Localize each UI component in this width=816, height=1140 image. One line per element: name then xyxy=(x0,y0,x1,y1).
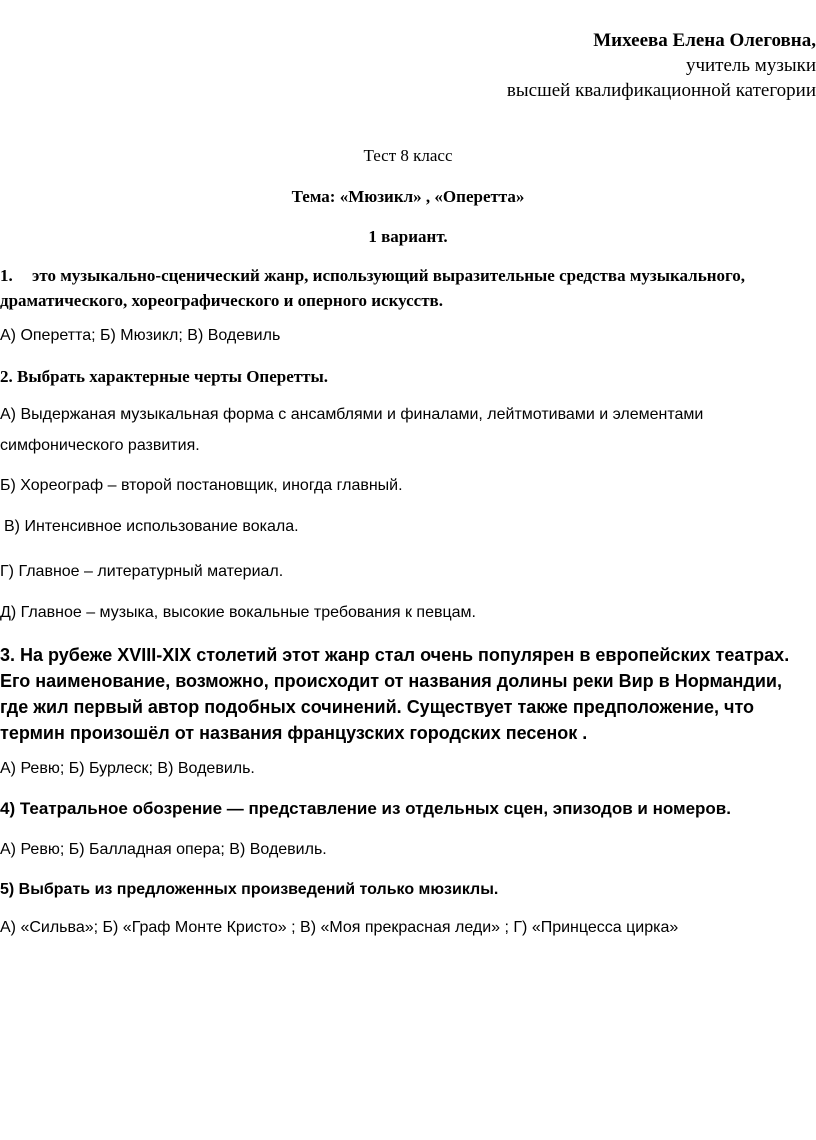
author-block xyxy=(507,28,816,103)
question-1 xyxy=(0,263,812,313)
question-5: 5) Выбрать из предложенных произведений только мюзиклы. xyxy=(0,881,499,898)
question-2-option-a: А) Выдержаная музыкальная форма с ансамблями и финалами, лейтмотивами и элементами симфонического развития. xyxy=(0,406,704,454)
question-1-text: это музыкально-сценический жанр, использующий выразительные средства музыкального, драматического, хореографического и оперного искусств. xyxy=(0,266,746,310)
question-2-option-b: Б) Хореограф – второй постановщик, иногда главный. xyxy=(0,477,403,494)
author-position: учитель музыки xyxy=(685,55,816,76)
test-title: Тест 8 класс xyxy=(363,146,453,165)
test-topic: Тема: «Мюзикл» , «Оперетта» xyxy=(291,187,525,206)
question-2: 2. Выбрать характерные черты Оперетты. xyxy=(0,367,328,386)
author-qualification: высшей квалификационной категории xyxy=(506,80,816,101)
question-2-option-d: Г) Главное – литературный материал. xyxy=(0,563,284,580)
test-variant: 1 вариант. xyxy=(368,227,448,246)
question-1-number: 1. xyxy=(0,266,13,285)
question-3: 3. На рубеже XVIII-XIX столетий этот жанр стал очень популярен в европейских театрах. Его наименование, возможно, происходит от названия долины реки Вир в Нормандии, где жил первый автор подобных сочинений. Существует также предположение, что термин произошёл от названия французских городских песенок . xyxy=(0,645,790,743)
question-4: 4) Театральное обозрение — представление из отдельных сцен, эпизодов и номеров. xyxy=(0,799,731,818)
question-3-answers: А) Ревю; Б) Бурлеск; В) Водевиль. xyxy=(0,760,255,777)
question-2-option-e: Д) Главное – музыка, высокие вокальные требования к певцам. xyxy=(0,604,476,621)
author-name: Михеева Елена Олеговна, xyxy=(593,30,816,51)
question-1-answers: А) Оперетта; Б) Мюзикл; В) Водевиль xyxy=(0,327,281,344)
question-5-answers: А) «Сильва»; Б) «Граф Монте Кристо» ; В) «Моя прекрасная леди» ; Г) «Принцесса цирка» xyxy=(0,919,679,936)
question-2-option-c: В) Интенсивное использование вокала. xyxy=(4,518,299,535)
question-4-answers: А) Ревю; Б) Балладная опера; В) Водевиль. xyxy=(0,841,327,858)
